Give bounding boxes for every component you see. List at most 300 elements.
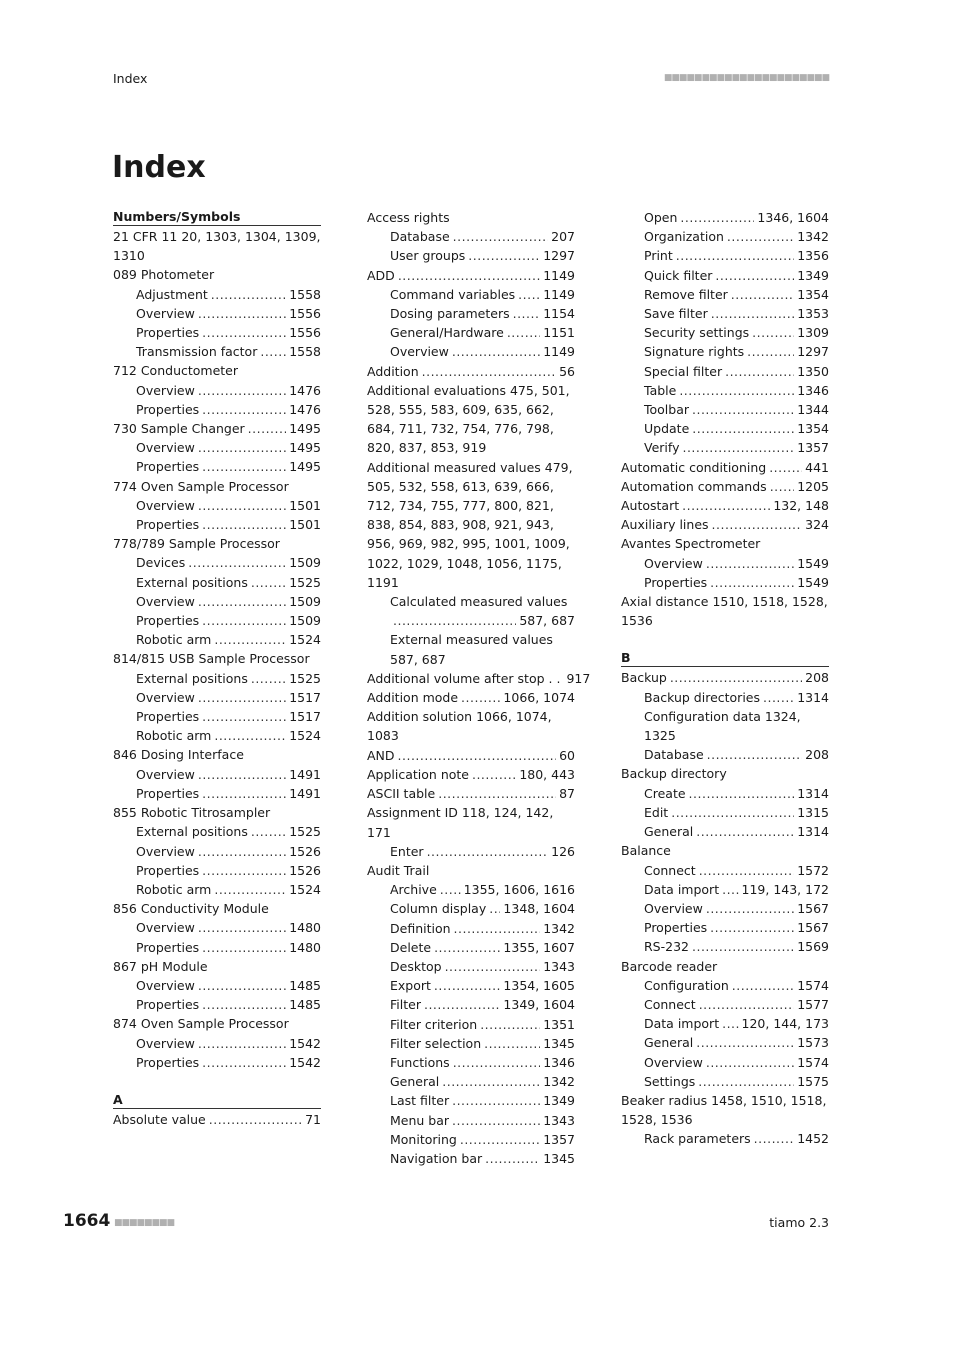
footer-marks: ■■■■■■■■	[114, 1218, 175, 1228]
entry-page-reference: 1577	[797, 996, 829, 1012]
index-entry: 874 Oven Sample Processor	[113, 1016, 289, 1032]
index-subentry	[621, 918, 829, 937]
entry-page-reference: 1342	[797, 229, 829, 245]
index-subentry	[113, 381, 321, 400]
dot-leader	[513, 304, 541, 323]
dot-leader	[198, 381, 286, 400]
dot-leader	[769, 458, 802, 477]
entry-label: Properties	[136, 613, 200, 629]
entry-page-reference: 1525	[289, 670, 321, 686]
index-subentry	[367, 995, 575, 1014]
index-entry: Backup directory	[621, 766, 727, 782]
dot-leader	[696, 822, 794, 841]
dot-leader	[440, 880, 461, 899]
entry-label: Properties	[136, 997, 200, 1013]
dot-leader	[393, 611, 516, 630]
entry-label: Overview	[136, 440, 195, 456]
entry-page-reference: 120, 144, 173	[741, 1016, 829, 1032]
dot-leader	[707, 745, 802, 764]
entry-label: External positions	[136, 670, 248, 686]
entry-label: Menu bar	[390, 1112, 450, 1128]
dot-leader	[211, 285, 286, 304]
entry-label: Filter	[390, 997, 421, 1013]
dot-leader	[480, 1015, 540, 1034]
entry-label: Robotic arm	[136, 632, 212, 648]
dot-leader	[699, 861, 795, 880]
dot-leader	[460, 1130, 540, 1149]
page-title: Index	[112, 150, 206, 185]
index-subentry	[367, 1015, 575, 1034]
index-entry	[367, 765, 575, 784]
entry-label: Properties	[136, 862, 200, 878]
index-subentry	[113, 611, 321, 630]
index-subentry	[621, 899, 829, 918]
entry-page-reference: 119, 143, 172	[741, 881, 829, 897]
dot-leader	[198, 438, 286, 457]
index-subentry	[113, 515, 321, 534]
entry-page-reference: 1345	[543, 1150, 575, 1166]
entry-page-reference: 1525	[289, 574, 321, 590]
entry-page-reference: 1151	[543, 325, 575, 341]
index-subentry	[621, 937, 829, 956]
entry-label: RS-232	[644, 939, 689, 955]
entry-label: Special filter	[644, 363, 723, 379]
entry-page-reference: 1348, 1604	[503, 901, 575, 917]
index-entry: Axial distance 1510, 1518, 1528, 1536	[621, 594, 828, 629]
entry-label: Remove filter	[644, 286, 728, 302]
entry-page-reference: 441	[805, 459, 829, 475]
index-subentry	[367, 1091, 575, 1110]
dot-leader	[251, 669, 286, 688]
index-subentry	[113, 822, 321, 841]
entry-label: Command variables	[390, 286, 516, 302]
dot-leader	[214, 726, 286, 745]
index-subentry	[367, 246, 575, 265]
entry-label: External positions	[136, 574, 248, 590]
index-entry: 089 Photometer	[113, 267, 215, 283]
running-header-marks: ■■■■■■■■■■■■■■■■■■■■■■	[663, 73, 829, 83]
dot-leader	[747, 342, 794, 361]
index-entry	[621, 477, 829, 496]
dot-leader	[699, 995, 795, 1014]
entry-label: Overview	[136, 920, 195, 936]
entry-page-reference: 60	[559, 747, 575, 763]
index-subentry	[113, 1034, 321, 1053]
index-subentry	[367, 899, 575, 918]
index-subentry	[113, 496, 321, 515]
index-entry: 21 CFR 11 20, 1303, 1304, 1309, 1310	[113, 229, 321, 264]
entry-label: Dosing parameters	[390, 306, 510, 322]
entry-label: General/Hardware	[390, 325, 504, 341]
entry-page-reference: 1495	[289, 421, 321, 437]
entry-label: Robotic arm	[136, 728, 212, 744]
entry-label: General	[644, 1035, 694, 1051]
entry-page-reference: 1517	[289, 709, 321, 725]
entry-page-reference: 1452	[797, 1131, 829, 1147]
index-subentry	[367, 285, 575, 304]
index-subentry	[113, 861, 321, 880]
dot-leader	[727, 227, 794, 246]
index-entry: 712 Conductometer	[113, 363, 239, 379]
entry-page-reference: 1526	[289, 862, 321, 878]
entry-label: Print	[644, 248, 673, 264]
entry-label: Auxiliary lines	[621, 517, 709, 533]
index-subentry	[621, 362, 829, 381]
entry-label: Settings	[644, 1073, 696, 1089]
index-entry	[621, 668, 829, 687]
entry-page-reference: 1567	[797, 920, 829, 936]
entry-page-reference: 208	[805, 747, 829, 763]
entry-label: Update	[644, 421, 690, 437]
index-subentry	[621, 438, 829, 457]
dot-leader	[732, 976, 794, 995]
index-subentry	[113, 630, 321, 649]
index-entry: Additional measured values 479, 505, 532, 558, 613, 639, 666, 712, 734, 755, 777, 800, 821, 838, 854, 883, 908, 921, 943, 956, 969, 982, 995, 1001, 1009, 1022, 1029, 1048, 1056, 1175, 1191	[367, 459, 573, 590]
entry-page-reference: 1509	[289, 555, 321, 571]
index-letter-heading: Numbers/Symbols	[113, 208, 321, 226]
entry-page-reference: 1556	[289, 305, 321, 321]
dot-leader	[453, 1053, 541, 1072]
dot-leader	[518, 285, 540, 304]
dot-leader	[670, 668, 802, 687]
entry-page-reference: 1349	[797, 267, 829, 283]
index-column-1	[113, 208, 321, 1129]
index-subentry	[621, 1072, 829, 1091]
dot-leader	[214, 880, 286, 899]
index-subentry	[367, 976, 575, 995]
index-subentry	[621, 745, 829, 764]
entry-page-reference: 1349	[543, 1093, 575, 1109]
index-entry	[367, 688, 575, 707]
entry-page-reference: 1501	[289, 497, 321, 513]
entry-page-reference: 1525	[289, 824, 321, 840]
entry-page-reference: 1355, 1607	[503, 939, 575, 955]
entry-page-reference: 1353	[797, 306, 829, 322]
dot-leader	[442, 1072, 540, 1091]
entry-page-reference: 324	[805, 517, 829, 533]
entry-label: Enter	[390, 843, 424, 859]
entry-page-reference: 1354	[797, 286, 829, 302]
dot-leader	[198, 304, 286, 323]
dot-leader	[398, 746, 557, 765]
index-entry: Balance	[621, 843, 671, 859]
dot-leader	[434, 938, 500, 957]
index-subentry	[621, 995, 829, 1014]
index-subentry	[621, 688, 829, 707]
entry-page-reference: 1558	[289, 344, 321, 360]
entry-label: Open	[644, 210, 678, 225]
dot-leader	[679, 381, 794, 400]
dot-leader	[485, 1149, 540, 1168]
entry-label: Automation commands	[621, 478, 767, 494]
entry-page-reference: 1480	[289, 920, 321, 936]
index-entry: Addition solution 1066, 1074, 1083	[367, 709, 552, 744]
entry-page-reference: 1357	[797, 440, 829, 456]
entry-label: Filter selection	[390, 1035, 482, 1051]
dot-leader	[398, 266, 540, 285]
entry-label: Verify	[644, 440, 680, 456]
index-entry: Barcode reader	[621, 958, 718, 974]
index-subentry	[113, 1053, 321, 1072]
entry-page-reference: 1315	[797, 804, 829, 820]
index-letter-heading: A	[113, 1091, 321, 1109]
entry-label: Overview	[644, 1054, 703, 1070]
entry-label: Overview	[136, 382, 195, 398]
index-subentry	[367, 611, 575, 630]
index-entry: 846 Dosing Interface	[113, 747, 244, 763]
entry-page-reference: 1524	[289, 881, 321, 897]
index-subentry	[113, 573, 321, 592]
index-subentry	[367, 1053, 575, 1072]
entry-label: Toolbar	[644, 402, 690, 418]
index-subentry: Calculated measured values	[390, 594, 568, 610]
entry-label: Signature rights	[644, 344, 745, 360]
dot-leader	[202, 861, 286, 880]
entry-label: Archive	[390, 882, 437, 898]
dot-leader	[712, 515, 803, 534]
index-subentry	[621, 573, 829, 592]
dot-leader	[706, 554, 794, 573]
entry-label: Overview	[136, 497, 195, 513]
entry-label: Overview	[390, 344, 449, 360]
dot-leader	[188, 553, 286, 572]
dot-leader	[202, 611, 286, 630]
entry-page-reference: 1346	[797, 382, 829, 398]
entry-label: Overview	[136, 305, 195, 321]
entry-page-reference: 1149	[543, 344, 575, 360]
dot-leader	[461, 688, 500, 707]
entry-page-reference: 1342	[543, 1074, 575, 1090]
index-subentry	[113, 400, 321, 419]
entry-label: Edit	[644, 804, 669, 820]
index-entry: Access rights	[367, 210, 450, 225]
entry-page-reference: 1357	[543, 1131, 575, 1147]
entry-page-reference: 1066, 1074	[503, 690, 575, 706]
entry-label: Export	[390, 978, 431, 994]
index-subentry	[113, 842, 321, 861]
dot-leader	[198, 976, 286, 995]
entry-label: Table	[644, 382, 677, 398]
entry-label: Properties	[136, 325, 200, 341]
dot-leader	[671, 803, 794, 822]
entry-page-reference: 126	[551, 843, 575, 859]
dot-leader	[198, 592, 286, 611]
index-subentry	[367, 323, 575, 342]
dot-leader	[202, 323, 286, 342]
index-entry	[367, 266, 575, 285]
dot-leader	[422, 362, 556, 381]
entry-label: Application note	[367, 766, 469, 782]
entry-label: Last filter	[390, 1093, 450, 1109]
entry-page-reference: 208	[805, 670, 829, 686]
index-subentry	[367, 957, 575, 976]
index-subentry	[621, 266, 829, 285]
entry-label: Overview	[136, 593, 195, 609]
entry-label: Delete	[390, 939, 432, 955]
dot-leader	[711, 304, 794, 323]
dot-leader	[198, 496, 286, 515]
index-subentry	[621, 304, 829, 323]
dot-leader	[763, 688, 794, 707]
index-subentry	[621, 323, 829, 342]
index-subentry	[621, 554, 829, 573]
entry-label: Additional volume after stop . .	[367, 670, 561, 686]
index-subentry	[621, 400, 829, 419]
index-letter-heading: B	[621, 649, 829, 667]
index-entry	[367, 784, 575, 803]
entry-page-reference: 1149	[543, 286, 575, 302]
dot-leader	[484, 1034, 540, 1053]
index-entry: 856 Conductivity Module	[113, 901, 269, 917]
entry-label: Transmission factor	[136, 344, 258, 360]
entry-page-reference: 1346, 1604	[757, 210, 829, 225]
dot-leader	[696, 1033, 794, 1052]
entry-page-reference: 1558	[289, 286, 321, 302]
index-entry: Beaker radius 1458, 1510, 1518, 1528, 1536	[621, 1092, 827, 1128]
entry-page-reference: 1314	[797, 824, 829, 840]
entry-label: User groups	[390, 248, 466, 264]
entry-page-reference: 1356	[797, 248, 829, 264]
entry-label: Column display	[390, 901, 487, 917]
index-subentry	[113, 938, 321, 957]
entry-label: Addition mode	[367, 690, 459, 706]
running-header-section: Index	[113, 71, 148, 86]
entry-page-reference: 1344	[797, 402, 829, 418]
dot-leader	[507, 323, 540, 342]
entry-label: Monitoring	[390, 1131, 457, 1147]
dot-leader	[710, 918, 794, 937]
index-subentry	[113, 592, 321, 611]
dot-leader	[202, 515, 286, 534]
entry-label: Overview	[136, 843, 195, 859]
index-subentry	[367, 938, 575, 957]
dot-leader	[676, 246, 794, 265]
index-entry	[113, 1110, 321, 1129]
index-subentry	[367, 1072, 575, 1091]
entry-page-reference: 1542	[289, 1035, 321, 1051]
index-subentry	[621, 1033, 829, 1052]
index-subentry	[113, 304, 321, 323]
entry-label: Properties	[136, 1054, 200, 1070]
entry-page-reference: 1572	[797, 862, 829, 878]
index-entry: 814/815 USB Sample Processor	[113, 651, 310, 667]
index-entry	[367, 746, 575, 765]
entry-label: ADD	[367, 267, 395, 283]
index-subentry	[113, 342, 321, 361]
entry-label: Rack parameters	[644, 1131, 751, 1147]
dot-leader	[468, 246, 540, 265]
dot-leader	[689, 784, 795, 803]
index-subentry	[621, 208, 829, 227]
entry-page-reference: 1491	[289, 785, 321, 801]
dot-leader	[214, 630, 286, 649]
index-entry	[113, 419, 321, 438]
index-column-3	[621, 208, 829, 1149]
entry-label: Adjustment	[136, 286, 208, 302]
entry-page-reference: 1354, 1605	[503, 978, 575, 994]
entry-page-reference: 1573	[797, 1035, 829, 1051]
entry-label: Absolute value	[113, 1111, 206, 1127]
entry-page-reference: 1297	[797, 344, 829, 360]
index-subentry	[621, 1129, 829, 1148]
index-entry: 855 Robotic Titrosampler	[113, 805, 271, 821]
index-subentry	[367, 842, 575, 861]
dot-leader	[682, 496, 770, 515]
index-entry	[621, 458, 829, 477]
entry-page-reference: 1309	[797, 325, 829, 341]
entry-label: Properties	[644, 574, 708, 590]
dot-leader	[489, 899, 500, 918]
index-subentry: External measured values 587, 687	[390, 632, 553, 667]
entry-label: Properties	[136, 459, 200, 475]
entry-page-reference: 1342	[543, 920, 575, 936]
index-subentry	[113, 918, 321, 937]
index-entry: Additional evaluations 475, 501, 528, 555, 583, 609, 635, 662, 684, 711, 732, 754, 776, 798, 820, 837, 853, 919	[367, 382, 570, 456]
dot-leader	[209, 1110, 302, 1129]
entry-label: ASCII table	[367, 786, 436, 802]
dot-leader	[438, 784, 556, 803]
entry-label: AND	[367, 747, 395, 763]
dot-leader	[710, 573, 794, 592]
entry-page-reference: 56	[559, 363, 575, 379]
dot-leader	[198, 688, 286, 707]
index-subentry	[367, 227, 575, 246]
dot-leader	[770, 477, 795, 496]
index-subentry	[621, 285, 829, 304]
entry-page-reference: 1567	[797, 900, 829, 916]
entry-label: Connect	[644, 996, 696, 1012]
index-subentry	[621, 1053, 829, 1072]
dot-leader	[692, 400, 794, 419]
entry-page-reference: 1314	[797, 689, 829, 705]
dot-leader	[251, 822, 286, 841]
entry-page-reference: 1350	[797, 363, 829, 379]
dot-leader	[427, 842, 549, 861]
entry-page-reference: 1524	[289, 632, 321, 648]
index-subentry	[113, 976, 321, 995]
dot-leader	[202, 457, 286, 476]
entry-label: Automatic conditioning	[621, 459, 767, 475]
page-number: 1664	[63, 1211, 111, 1231]
dot-leader	[202, 707, 286, 726]
dot-leader	[752, 323, 794, 342]
index-subentry	[113, 688, 321, 707]
index-entry	[367, 362, 575, 381]
entry-label: Backup	[621, 670, 667, 686]
index-subentry	[113, 285, 321, 304]
dot-leader	[202, 1053, 286, 1072]
entry-label: Desktop	[390, 958, 442, 974]
entry-label: Properties	[136, 939, 200, 955]
entry-page-reference: 1556	[289, 325, 321, 341]
index-subentry	[367, 1034, 575, 1053]
entry-label: Navigation bar	[390, 1150, 483, 1166]
index-subentry	[621, 822, 829, 841]
entry-label: Properties	[136, 401, 200, 417]
dot-leader	[725, 362, 794, 381]
index-subentry	[113, 669, 321, 688]
entry-page-reference: 587, 687	[519, 613, 575, 629]
entry-page-reference: 917	[566, 670, 591, 686]
index-entry	[367, 669, 591, 688]
index-subentry	[113, 553, 321, 572]
index-subentry	[621, 1014, 829, 1033]
entry-page-reference: 1355, 1606, 1616	[463, 882, 575, 898]
index-entry: Assignment ID 118, 124, 142, 171	[367, 805, 554, 840]
entry-label: Database	[390, 229, 450, 245]
entry-page-reference: 1154	[543, 306, 575, 322]
index-subentry	[113, 323, 321, 342]
